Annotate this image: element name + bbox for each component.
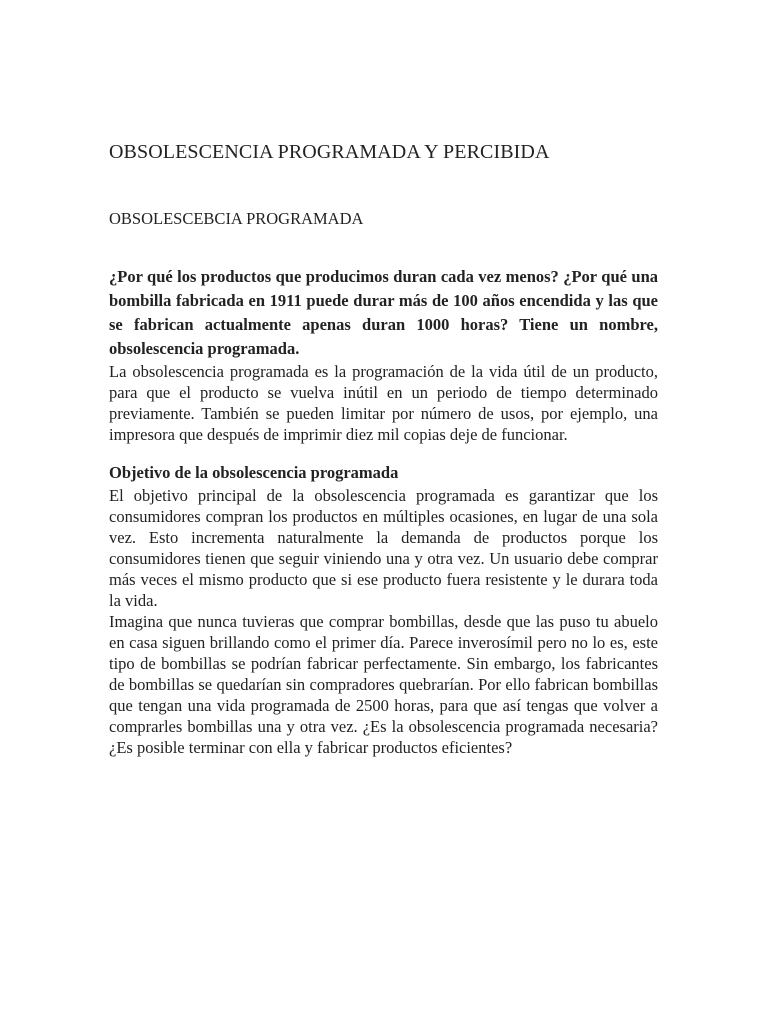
objective-subheading: Objetivo de la obsolescencia programada — [109, 463, 399, 482]
definition-paragraph: La obsolescencia programada es la programación de la vida útil de un producto, para que el producto se vuelva inútil en un periodo de tiempo determinado previamente. También se pueden limitar por número de usos, por ejemplo, una impresora que después de imprimir diez mil copias deje de funcionar. — [109, 362, 658, 444]
document-body — [109, 138, 658, 758]
document-title: OBSOLESCENCIA PROGRAMADA Y PERCIBIDA — [109, 141, 550, 163]
objective-paragraph: El objetivo principal de la obsolescencia programada es garantizar que los consumidores compran los productos en múltiples ocasiones, en lugar de una sola vez. Esto incrementa naturalmente la demanda de productos porque los consumidores tienen que seguir viniendo una y otra vez. Un usuario debe comprar más veces el mismo producto que si ese producto fuera resistente y le durara toda la vida. — [109, 486, 658, 610]
section-title: OBSOLESCEBCIA PROGRAMADA — [109, 209, 364, 228]
intro-paragraph: ¿Por qué los productos que producimos duran cada vez menos? ¿Por qué una bombilla fabricada en 1911 puede durar más de 100 años encendida y las que se fabrican actualmente apenas duran 1000 horas? Tiene un nombre, obsolescencia programada. — [109, 267, 658, 358]
lightbulb-paragraph: Imagina que nunca tuvieras que comprar bombillas, desde que las puso tu abuelo en casa siguen brillando como el primer día. Parece inverosímil pero no lo es, este tipo de bombillas se podrían fabricar perfectamente. Sin embargo, los fabricantes de bombillas se quedarían sin compradores quebrarían. Por ello fabrican bombillas que tengan una vida programada de 2500 horas, para que así tengas que volver a comprarles bombillas una y otra vez. ¿Es la obsolescencia programada necesaria? ¿Es posible terminar con ella y fabricar productos eficientes? — [109, 612, 658, 757]
